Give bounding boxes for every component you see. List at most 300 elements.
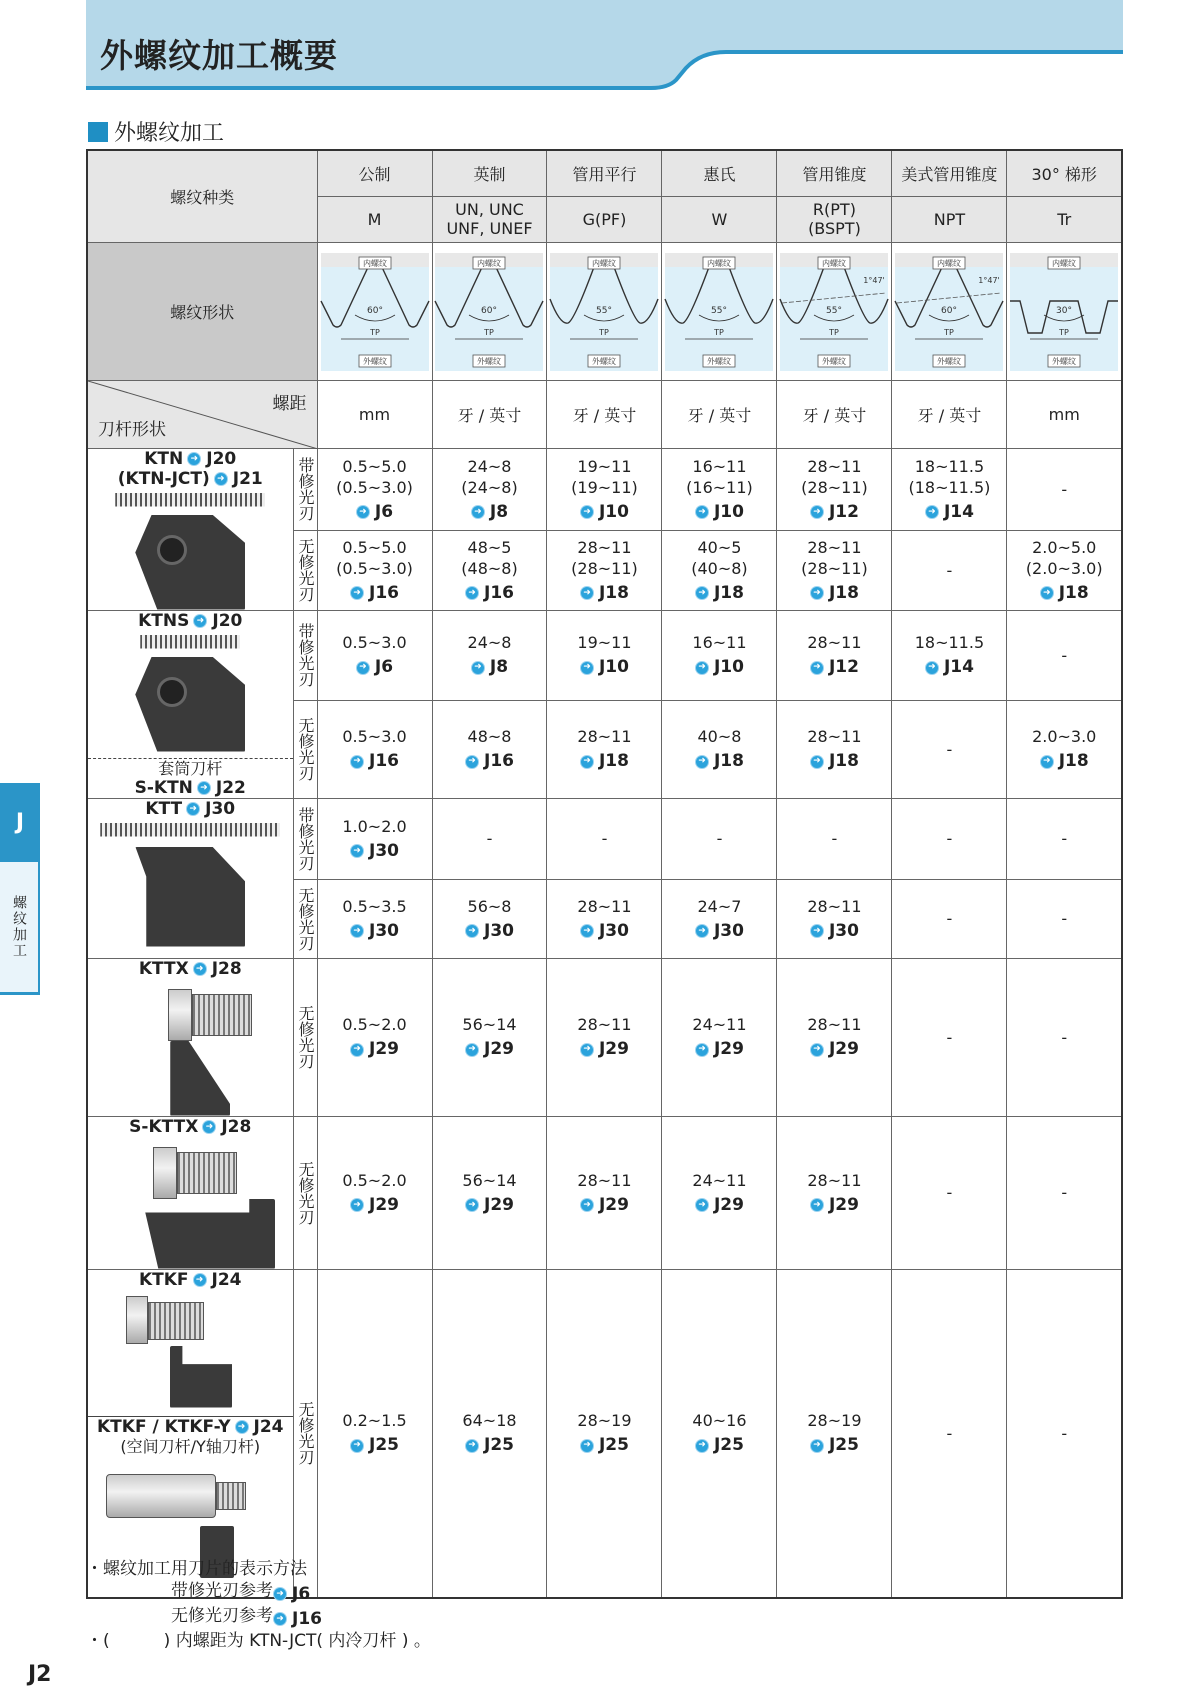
thread-shape-label: 螺纹形状 (87, 242, 317, 380)
pitch-range: 0.2~1.5 (342, 1411, 407, 1431)
pitch-range-cell (547, 701, 662, 798)
page-ref-link[interactable] (465, 583, 514, 604)
tp-label: TP (369, 328, 380, 337)
page-ref-link[interactable] (197, 778, 246, 798)
ref-wrap (318, 498, 432, 523)
pitch-range: 28~11 (807, 633, 862, 653)
ref-text: J20 (212, 610, 243, 631)
page-ref-link[interactable] (235, 1417, 284, 1437)
pitch-range: 0.5~5.0 (342, 537, 407, 557)
ref-wrap (777, 1431, 891, 1456)
page-title: 外螺纹加工概要 (100, 36, 338, 75)
outer-thread-label: 外螺纹 (1052, 357, 1077, 366)
page-ref-link[interactable] (580, 583, 629, 604)
pitch-range-cell (662, 958, 777, 1116)
page-ref-link[interactable] (471, 657, 508, 678)
ref-text: J29 (713, 1194, 744, 1215)
pitch-range: 56~8 (467, 896, 512, 916)
pitch-range: (16~11) (686, 477, 753, 497)
ref-wrap (547, 1191, 661, 1216)
tp-label: TP (944, 328, 955, 337)
page-ref-link[interactable] (810, 751, 859, 772)
page-ref-link[interactable] (350, 1435, 399, 1456)
column-name: 30° 梯形 (1007, 150, 1122, 196)
page-ref-link[interactable] (810, 1039, 859, 1060)
ref-wrap (1007, 747, 1121, 772)
tool-image-kttx (95, 983, 285, 1116)
page-ref-link[interactable] (695, 1435, 744, 1456)
holder-body-icon (135, 515, 245, 610)
pitch-range: 40~5 (697, 537, 742, 557)
ref-text: J28 (221, 1116, 252, 1137)
page-ref-link[interactable] (465, 1039, 514, 1060)
pitch-range-cell (777, 1116, 892, 1269)
pitch-range-cell (317, 798, 432, 879)
thread-angle-label: 60° (941, 306, 958, 316)
inner-thread-label: 内螺纹 (707, 259, 732, 268)
pitch-range-cell (547, 1116, 662, 1269)
page-ref-link[interactable] (580, 502, 629, 523)
ref-text: J16 (369, 582, 399, 603)
arrow-circle-icon: ➜ (465, 924, 479, 938)
pitch-range-cell (317, 448, 432, 530)
pitch-range-cell (662, 701, 777, 798)
pitch-range: 19~11 (577, 633, 632, 653)
tool-name (88, 611, 293, 631)
arrow-circle-icon: ➜ (925, 505, 939, 519)
page-ref-link[interactable] (695, 657, 744, 678)
spindle-icon (106, 1474, 216, 1518)
tool-code: KTT (145, 798, 183, 819)
pitch-range-cell (432, 879, 547, 958)
tool-code: KTNS (138, 610, 190, 631)
pitch-range: (18~11.5) (908, 477, 991, 497)
chapter-tab-j[interactable]: J (0, 783, 40, 862)
workpiece-thread-icon (192, 994, 252, 1036)
pitch-range-cell (432, 958, 547, 1116)
inner-thread-label: 内螺纹 (477, 259, 502, 268)
chapter-tab-label[interactable]: 螺纹加工 (0, 862, 40, 995)
ref-wrap (318, 1191, 432, 1216)
note-line (86, 1605, 431, 1630)
ref-text: J16 (484, 582, 514, 603)
pitch-range: 24~11 (692, 1015, 747, 1034)
arrow-circle-icon: ➜ (202, 1120, 216, 1134)
ref-text: J30 (713, 920, 744, 941)
ref-wrap (777, 579, 891, 604)
pitch-range-cell (547, 879, 662, 958)
pitch-unit: 牙 / 英寸 (777, 380, 892, 448)
edge-type-label: 无修光刃 (293, 701, 317, 798)
ref-text: J29 (369, 1194, 399, 1215)
ref-text: J22 (215, 777, 246, 798)
page-ref-link[interactable] (350, 921, 399, 942)
pitch-range-cell (432, 1269, 547, 1598)
ref-text: J30 (205, 798, 236, 819)
tool-name (88, 449, 293, 469)
ref-wrap (433, 1431, 547, 1456)
arrow-circle-icon: ➜ (580, 924, 594, 938)
pitch-range: 0.5~2.0 (342, 1015, 407, 1034)
pitch-range: 24~7 (697, 896, 742, 916)
page-ref-link[interactable] (695, 583, 744, 604)
ref-text: J29 (484, 1194, 514, 1215)
page-ref-link[interactable] (580, 1195, 629, 1216)
page-ref-link[interactable] (465, 921, 514, 942)
page-ref-link[interactable] (193, 1270, 242, 1290)
thread-shape-diagram (662, 242, 777, 380)
arrow-circle-icon: ➜ (187, 452, 201, 466)
ref-wrap (777, 1191, 891, 1216)
ref-wrap (433, 917, 547, 942)
thread-shape-row (87, 242, 1122, 380)
arrow-circle-icon: ➜ (580, 1198, 594, 1212)
thread-comb-icon (115, 493, 265, 507)
pitch-range: (0.5~3.0) (336, 477, 413, 497)
ref-text: J30 (828, 920, 859, 941)
pitch-range-cell (662, 610, 777, 701)
ref-text: J21 (232, 468, 263, 489)
pitch-range: 0.5~5.0 (342, 456, 407, 476)
thread-shape-diagram (892, 242, 1007, 380)
thread-angle-label: 60° (366, 306, 383, 316)
thread-overview-table (86, 149, 1123, 1599)
page-ref-link[interactable] (1040, 583, 1089, 604)
ref-wrap (547, 1035, 661, 1060)
ref-text: J18 (828, 751, 859, 772)
pitch-range-cell (662, 879, 777, 958)
ref-wrap (662, 498, 776, 523)
arrow-circle-icon: ➜ (580, 1043, 594, 1057)
note-text: 带修光刃参考 (171, 1581, 273, 1601)
tool-image-ktn (95, 493, 285, 610)
page-number: J2 (28, 1662, 52, 1687)
pitch-label: 螺距 (272, 393, 307, 414)
page-ref-link[interactable] (1040, 751, 1089, 772)
ref-text: J8 (489, 657, 509, 678)
arrow-circle-icon: ➜ (350, 844, 364, 858)
tool-cell (87, 1116, 293, 1269)
thread-angle-label: 30° (1056, 306, 1073, 316)
table-row (87, 798, 1122, 879)
page-ref-link[interactable] (695, 1195, 744, 1216)
pitch-range-cell: - (1007, 448, 1122, 530)
pitch-range-cell: - (547, 798, 662, 879)
ref-wrap (777, 747, 891, 772)
page-ref-link[interactable] (465, 751, 514, 772)
arrow-circle-icon: ➜ (810, 755, 824, 769)
page-ref-link[interactable] (350, 751, 399, 772)
pitch-range-cell: - (1007, 958, 1122, 1116)
arrow-circle-icon: ➜ (695, 755, 709, 769)
ref-text: J18 (828, 582, 859, 603)
tool-name (88, 469, 293, 489)
pitch-range-cell: - (892, 530, 1007, 610)
ref-wrap (777, 498, 891, 523)
holder-body-icon (135, 657, 245, 752)
pitch-range-cell (1007, 530, 1122, 610)
tool-image-ktns (95, 635, 285, 752)
ref-text: J6 (292, 1584, 311, 1604)
ref-wrap (662, 1191, 776, 1216)
ref-text: J29 (369, 1039, 399, 1059)
thread-type-label: 螺纹种类 (87, 150, 317, 242)
thread-comb-icon (140, 635, 240, 649)
pitch-range-cell (777, 610, 892, 701)
ref-text: J25 (369, 1435, 399, 1456)
page-ref-link[interactable] (810, 921, 859, 942)
pitch-range-cell (777, 530, 892, 610)
thread-shape-diagram (547, 242, 662, 380)
pitch-range: 40~8 (697, 727, 742, 747)
page-ref-link[interactable] (810, 502, 859, 523)
pitch-range: 28~19 (577, 1411, 632, 1431)
ref-text: J25 (828, 1435, 859, 1456)
page-ref-link[interactable] (695, 921, 744, 942)
pitch-range: 56~14 (462, 1015, 517, 1034)
page-ref-link[interactable] (187, 449, 236, 469)
thread-profile-v60-icon (433, 243, 545, 375)
page-ref-link[interactable] (810, 1195, 859, 1216)
page-ref-link[interactable] (810, 1435, 859, 1456)
page-ref-link[interactable] (350, 1195, 399, 1216)
outer-thread-label: 外螺纹 (362, 357, 387, 366)
pitch-range: 24~8 (467, 633, 512, 653)
pitch-range-cell: - (892, 701, 1007, 798)
pitch-range-cell: - (892, 1269, 1007, 1598)
edge-type-label: 无修光刃 (293, 530, 317, 610)
pitch-range-cell (547, 1269, 662, 1598)
pitch-range: 16~11 (692, 456, 747, 476)
pitch-range-cell (317, 1116, 432, 1269)
page-ref-link[interactable] (810, 583, 859, 604)
pitch-range-cell (317, 879, 432, 958)
arrow-circle-icon: ➜ (465, 755, 479, 769)
pitch-range-cell: - (662, 798, 777, 879)
page-ref-link[interactable] (465, 1435, 514, 1456)
pitch-range-cell: - (1007, 798, 1122, 879)
page-ref-link[interactable] (580, 1435, 629, 1456)
ref-wrap (318, 747, 432, 772)
tool-cell (87, 448, 293, 610)
pitch-range: 28~11 (577, 537, 632, 557)
tp-label: TP (1059, 328, 1070, 337)
page-ref-link[interactable] (193, 611, 242, 631)
pitch-range-cell: - (1007, 1116, 1122, 1269)
page-ref-link[interactable] (580, 657, 629, 678)
edge-type-label: 无修光刃 (293, 1116, 317, 1269)
pitch-unit: mm (1007, 380, 1122, 448)
pitch-range: (28~11) (801, 558, 868, 578)
ref-text: J29 (598, 1039, 629, 1059)
tool-code: KTN (144, 448, 184, 469)
ref-wrap (318, 917, 432, 942)
ref-text: J6 (374, 657, 394, 678)
pitch-range-cell: - (892, 798, 1007, 879)
ref-text: J12 (828, 657, 859, 678)
table-row (87, 448, 1122, 530)
column-code: NPT (892, 196, 1007, 242)
pitch-range-cell (892, 610, 1007, 701)
pitch-range: 18~11.5 (914, 633, 985, 653)
page-ref-link[interactable] (356, 502, 393, 523)
pitch-unit-row (87, 380, 1122, 448)
pitch-range: 0.5~2.0 (342, 1170, 407, 1190)
section-heading (88, 116, 224, 147)
page-ref-link[interactable] (273, 1583, 310, 1605)
page-ref-link[interactable] (471, 502, 508, 523)
ref-wrap (662, 747, 776, 772)
taper-angle-label: 1°47' (863, 276, 886, 285)
arrow-circle-icon: ➜ (350, 755, 364, 769)
pitch-range-cell (662, 530, 777, 610)
pitch-range-cell (547, 958, 662, 1116)
ref-wrap (318, 1035, 432, 1060)
ref-wrap (547, 653, 661, 678)
thread-angle-label: 55° (711, 306, 728, 316)
tool-cell (87, 1269, 293, 1598)
page-ref-link[interactable] (350, 1039, 399, 1060)
pitch-unit: mm (317, 380, 432, 448)
tp-label: TP (829, 328, 840, 337)
page-ref-link[interactable] (580, 1039, 629, 1060)
ref-text: J10 (713, 657, 744, 678)
pitch-range: 28~11 (807, 1015, 862, 1034)
pitch-range: 48~8 (467, 727, 512, 747)
thread-shape-diagram (1007, 242, 1122, 380)
pitch-range: 48~5 (467, 537, 512, 557)
arrow-circle-icon: ➜ (580, 661, 594, 675)
pitch-range-cell (432, 610, 547, 701)
page-ref-link[interactable] (186, 799, 235, 819)
pitch-range-cell (777, 879, 892, 958)
arrow-circle-icon: ➜ (350, 924, 364, 938)
pitch-range: 0.5~3.0 (342, 727, 407, 747)
tool-subtitle: 套筒刀杆 (158, 758, 223, 778)
table-row (87, 1269, 1122, 1598)
ref-wrap (433, 579, 547, 604)
ref-text: J30 (369, 840, 399, 861)
page-ref-link[interactable] (695, 1039, 744, 1060)
page-ref-link[interactable] (350, 583, 399, 604)
page-ref-link[interactable] (465, 1195, 514, 1216)
note-line (86, 1580, 431, 1605)
ref-wrap (1007, 579, 1121, 604)
thread-angle-label: 60° (481, 306, 498, 316)
ref-wrap (662, 1035, 776, 1060)
holder-shape-label: 刀杆形状 (98, 419, 166, 440)
column-name: 管用平行 (547, 150, 662, 196)
arrow-circle-icon: ➜ (356, 505, 370, 519)
inner-thread-label: 内螺纹 (937, 259, 962, 268)
arrow-circle-icon: ➜ (810, 505, 824, 519)
arrow-circle-icon: ➜ (465, 586, 479, 600)
pitch-range-cell (777, 448, 892, 530)
thread-profile-v60t-icon (893, 243, 1005, 375)
pitch-range-cell: - (1007, 610, 1122, 701)
page-ref-link[interactable] (695, 502, 744, 523)
column-code: G(PF) (547, 196, 662, 242)
arrow-circle-icon: ➜ (350, 586, 364, 600)
arrow-circle-icon: ➜ (197, 781, 211, 795)
page-ref-link[interactable] (202, 1117, 251, 1137)
thread-comb-icon (100, 823, 280, 837)
column-name: 美式管用锥度 (892, 150, 1007, 196)
thread-profile-r55-icon (663, 243, 775, 375)
pitch-range: (19~11) (571, 477, 638, 497)
ref-wrap (547, 498, 661, 523)
pitch-range: 56~14 (462, 1170, 517, 1190)
arrow-circle-icon: ➜ (1040, 586, 1054, 600)
edge-type-label: 无修光刃 (293, 958, 317, 1116)
page-ref-link[interactable] (193, 959, 242, 979)
inner-thread-label: 内螺纹 (1052, 259, 1077, 268)
ref-wrap (892, 498, 1006, 523)
workpiece-thread-icon (177, 1152, 237, 1194)
tool-image-ktkf (88, 1290, 293, 1410)
outer-thread-label: 外螺纹 (937, 357, 962, 366)
page-ref-link[interactable] (580, 921, 629, 942)
pitch-range-cell (892, 448, 1007, 530)
pitch-range-cell: - (1007, 1269, 1122, 1598)
page-ref-link[interactable] (580, 751, 629, 772)
tool-name (88, 1270, 293, 1290)
pitch-range: 28~11 (807, 456, 862, 476)
column-name: 英制 (432, 150, 547, 196)
arrow-circle-icon: ➜ (350, 1439, 364, 1453)
page-ref-link[interactable] (925, 502, 974, 523)
arrow-circle-icon: ➜ (1040, 755, 1054, 769)
section-marker-icon (88, 122, 108, 142)
ref-text: J30 (598, 920, 629, 941)
tool-name (88, 778, 293, 798)
pitch-range: (24~8) (461, 477, 518, 497)
pitch-range-cell: - (432, 798, 547, 879)
arrow-circle-icon: ➜ (695, 586, 709, 600)
page-ref-link[interactable] (350, 841, 399, 862)
tp-label: TP (714, 328, 725, 337)
ref-text: J29 (598, 1194, 629, 1215)
page-ref-link[interactable] (695, 751, 744, 772)
thread-angle-label: 55° (826, 306, 843, 316)
ref-text: J25 (713, 1435, 744, 1456)
pitch-range: 28~11 (577, 1015, 632, 1034)
page-ref-link[interactable] (214, 469, 263, 489)
ref-text: J25 (484, 1435, 514, 1456)
page-ref-link[interactable] (356, 657, 393, 678)
pitch-range-cell (432, 530, 547, 610)
ref-text: J16 (369, 751, 399, 772)
page-ref-link[interactable] (273, 1608, 322, 1630)
workpiece-thread-icon (148, 1302, 204, 1340)
page-ref-link[interactable] (925, 657, 974, 678)
edge-type-label: 无修光刃 (293, 879, 317, 958)
arrow-circle-icon: ➜ (580, 505, 594, 519)
arrow-circle-icon: ➜ (465, 1439, 479, 1453)
arrow-circle-icon: ➜ (465, 1198, 479, 1212)
pitch-range: (0.5~3.0) (336, 558, 413, 578)
pitch-range-cell (547, 448, 662, 530)
pitch-range-cell (662, 1269, 777, 1598)
table-row (87, 1116, 1122, 1269)
pitch-range-cell (317, 701, 432, 798)
ref-wrap (662, 653, 776, 678)
pitch-range-cell: - (892, 958, 1007, 1116)
arrow-circle-icon: ➜ (695, 505, 709, 519)
ref-text: J14 (943, 657, 974, 678)
ref-text: J18 (1058, 751, 1089, 772)
page-ref-link[interactable] (810, 657, 859, 678)
